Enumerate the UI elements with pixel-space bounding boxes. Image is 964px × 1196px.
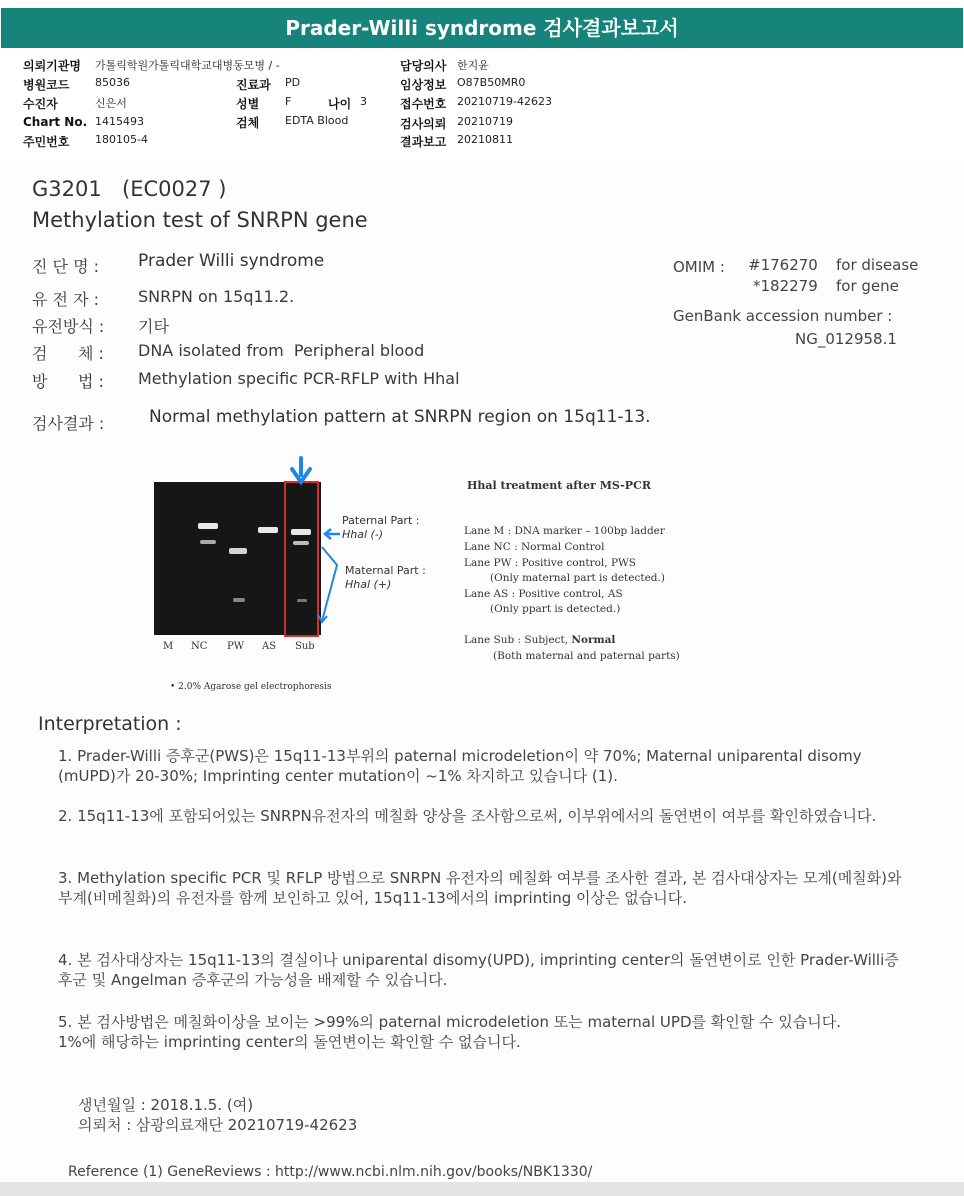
gel-caption-text: 2.0% Agarose gel electrophoresis (178, 682, 332, 692)
interpretation-item-5: 5. 본 검사방법은 메칠화이상을 보이는 >99%의 paternal microdeletion 또는 maternal UPD를 확인할 수 있습니다. 1%에 해당하는 imprinting center의 돌연변이는 확인할 수 없습니다. (58, 1013, 841, 1051)
chart-no-value: 1415493 (95, 115, 144, 128)
omim-gene-no: *182279 (753, 277, 818, 295)
test-code-ec: (EC0027 ) (122, 177, 227, 201)
legend-lane-sub (464, 634, 615, 646)
test-code: G3201 (32, 177, 102, 201)
report-title-bar (1, 8, 963, 48)
id-value: 180105-4 (95, 133, 148, 146)
lane-label-pw: PW (227, 641, 245, 652)
reference: Reference (1) GeneReviews : http://www.ncbi.nlm.nih.gov/books/NBK1330/ (68, 1164, 593, 1180)
diagnosis-value: Prader Willi syndrome (138, 251, 325, 271)
interpretation-item-1: 1. Prader-Willi 증후군(PWS)은 15q11-13부위의 paternal microdeletion이 약 70%; Maternal uniparental disomy (mUPD)가 20-30%; Imprinting center mutation이 ~1% 차지하고 있습니다 (1). (58, 747, 862, 785)
method-label: 방 법 : (32, 372, 104, 391)
legend-lane-sub-result: Normal (571, 634, 616, 646)
clinical-label: 임상정보 (400, 78, 447, 92)
gel-band (200, 540, 216, 544)
diagnosis-label: 진 단 명 : (32, 257, 100, 276)
dept-value: PD (285, 76, 301, 89)
omim-disease-no: #176270 (748, 256, 818, 274)
legend-title: Hhal treatment after MS-PCR (467, 479, 651, 492)
age-label: 나이 (328, 97, 352, 111)
scan-bottom-edge (0, 1182, 964, 1196)
result-label: 검사결과 : (32, 414, 105, 433)
lane-label-sub: Sub (295, 641, 315, 652)
institution-label: 의뢰기관명 (23, 59, 81, 73)
patient-label: 수진자 (23, 97, 58, 111)
report-date-label: 결과보고 (400, 135, 447, 149)
interpretation-item-2: 2. 15q11-13에 포함되어있는 SNRPN유전자의 메칠화 양상을 조사함으로써, 이부위에서의 돌연변이 여부를 확인하였습니다. (58, 807, 877, 825)
test-name: Methylation test of SNRPN gene (32, 208, 368, 232)
legend-lane-sub-note: (Both maternal and paternal parts) (493, 650, 680, 662)
legend-lane-pw-note: (Only maternal part is detected.) (490, 572, 665, 584)
maternal-sub: Hhal (+) (345, 578, 392, 591)
gel-caption: • 2.0% Agarose gel electrophoresis (170, 682, 332, 692)
method-value: Methylation specific PCR-RFLP with Hhal (138, 369, 460, 388)
gel-band (297, 599, 307, 602)
legend-lane-as-note: (Only ppart is detected.) (490, 603, 621, 615)
interpretation-item-4: 4. 본 검사대상자는 15q11-13의 결실이나 uniparental disomy(UPD), imprinting center의 돌연변이로 인한 Prader-Willi증후군 및 Angelman 증후군의 가능성을 배제할 수 있습니다. (58, 951, 899, 989)
hospital-code-label: 병원코드 (23, 78, 70, 92)
hospital-code-value: 85036 (95, 76, 130, 89)
genbank-label: GenBank accession number : (673, 307, 893, 325)
lane-label-nc: NC (191, 641, 208, 652)
dept-label: 진료과 (236, 78, 271, 92)
legend-lane-nc: Lane NC : Normal Control (464, 541, 605, 553)
birth-date: 생년월일 : 2018.1.5. (여) (78, 1096, 254, 1114)
legend-lane-as: Lane AS : Positive control, AS (464, 588, 623, 600)
paternal-sub: Hhal (-) (342, 528, 384, 541)
age-value: 3 (360, 95, 367, 108)
patient-value: 신은서 (95, 97, 127, 110)
gel-band (291, 529, 311, 535)
omim-label: OMIM : (673, 258, 725, 276)
arrow-down-icon (292, 458, 310, 482)
omim-gene-text: for gene (836, 277, 899, 295)
sex-label: 성별 (236, 97, 260, 111)
specimen-value: DNA isolated from Peripheral blood (138, 341, 425, 360)
specimen-info-value: EDTA Blood (285, 114, 349, 127)
paternal-label: Paternal Part : (342, 514, 420, 527)
legend-lane-pw: Lane PW : Positive control, PWS (464, 557, 636, 569)
id-label: 주민번호 (23, 135, 70, 149)
request-label: 검사의뢰 (400, 117, 447, 131)
specimen-info-label: 검체 (236, 116, 260, 130)
arrow-left-icon (325, 529, 340, 539)
receipt-value: 20210719-42623 (457, 95, 552, 108)
doctor-label: 담당의사 (400, 59, 447, 73)
maternal-label: Maternal Part : (345, 564, 426, 577)
genbank-value: NG_012958.1 (795, 330, 897, 348)
gel-band (233, 598, 245, 602)
lane-label-m: M (163, 641, 174, 652)
gel-band (258, 527, 278, 533)
gel-band (198, 523, 218, 529)
inheritance-label: 유전방식 : (32, 317, 105, 336)
receipt-label: 접수번호 (400, 97, 447, 111)
specimen-label: 검 체 : (32, 344, 104, 363)
omim-disease-text: for disease (836, 256, 919, 274)
interpretation-item-3: 3. Methylation specific PCR 및 RFLP 방법으로 SNRPN 유전자의 메칠화 여부를 조사한 결과, 본 검사대상자는 모계(메칠화)와 부계(비메칠화)의 유전자를 함께 보인하고 있어, 15q11-13에서의 imprinting 이상은 없습니다. (58, 869, 902, 907)
result-value: Normal methylation pattern at SNRPN region on 15q11-13. (149, 407, 651, 427)
interpretation-title: Interpretation : (38, 713, 182, 735)
gel-figure (150, 455, 450, 700)
report-date-value: 20210811 (457, 133, 513, 146)
legend-lane-m: Lane M : DNA marker – 100bp ladder (464, 525, 665, 537)
inheritance-value: 기타 (138, 317, 169, 336)
doctor-value: 한지윤 (457, 59, 489, 72)
sex-value: F (285, 95, 292, 108)
legend-lane-sub-text: Lane Sub : Subject, (464, 634, 569, 646)
lane-label-as: AS (262, 641, 277, 652)
gel-band (293, 541, 309, 545)
institution-value: 가톨릭학원가톨릭대학교대병동모병 / - (95, 59, 280, 72)
patient-info-panel (0, 48, 964, 167)
gel-band (229, 548, 247, 554)
report-title: Prader-Willi syndrome 검사결과보고서 (285, 16, 679, 40)
gene-value: SNRPN on 15q11.2. (138, 287, 295, 306)
requester: 의뢰처 : 삼광의료재단 20210719-42623 (78, 1116, 358, 1134)
gene-label: 유 전 자 : (32, 290, 100, 309)
gel-image (154, 482, 321, 635)
request-value: 20210719 (457, 115, 513, 128)
clinical-value: O87B50MR0 (457, 76, 526, 89)
chart-no-label: Chart No. (23, 115, 88, 129)
